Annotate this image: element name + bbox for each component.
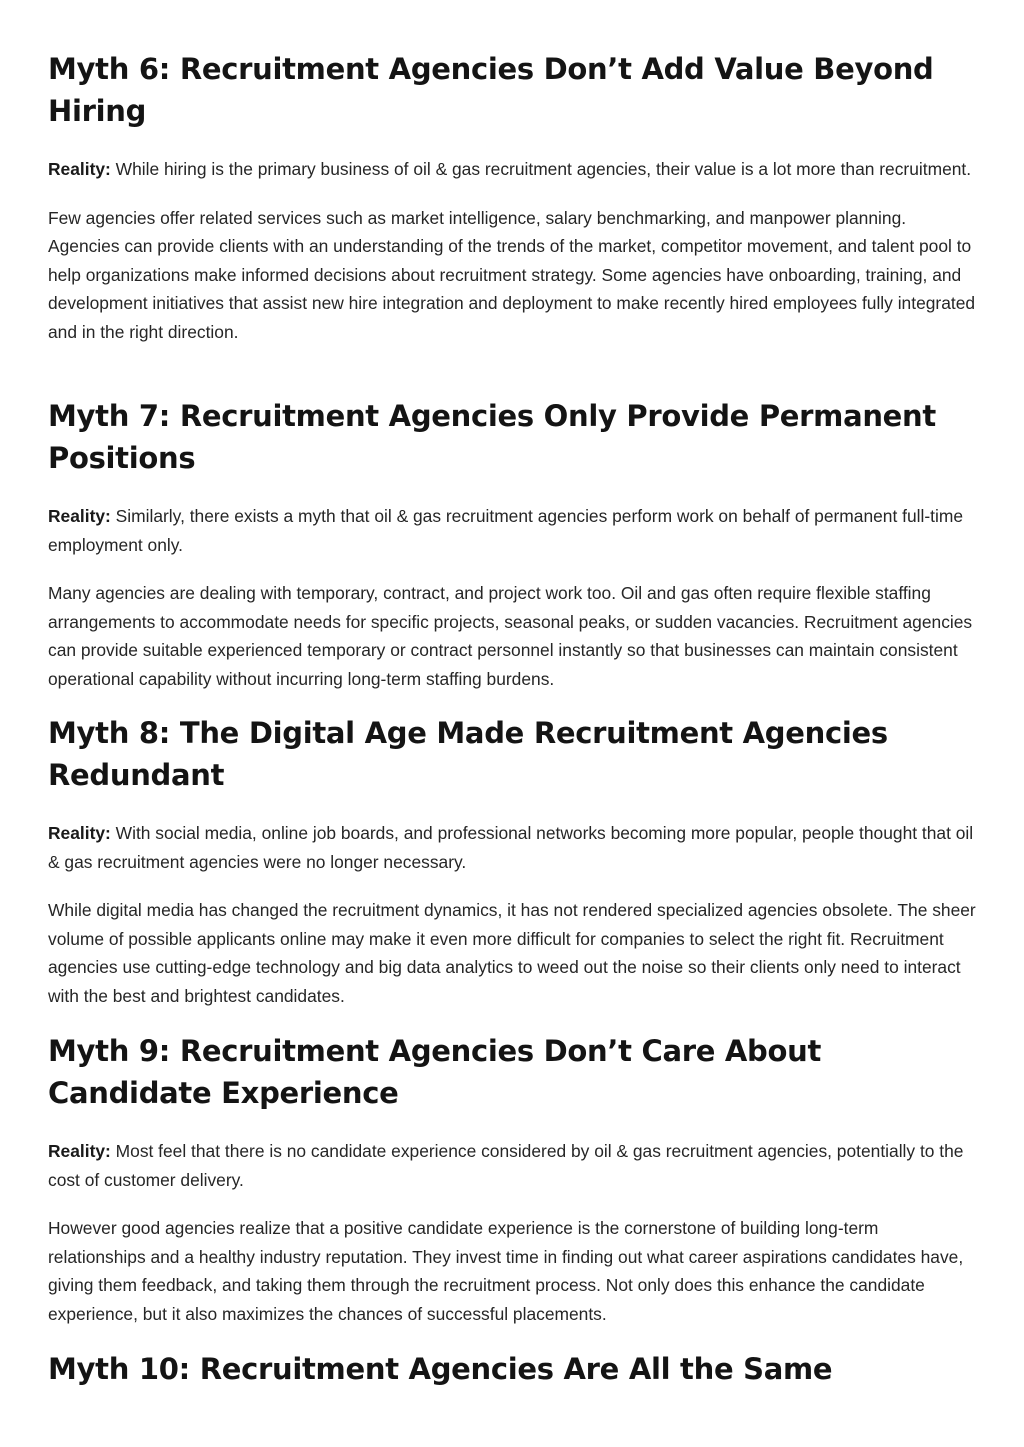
myth-10-heading: Myth 10: Recruitment Agencies Are All the Same (48, 1352, 833, 1386)
myth-8-body: While digital media has changed the recruitment dynamics, it has not rendered specialized agencies obsolete. The sheer volume of possible applicants online may make it even more difficult for companies to select the right fit. Recruitment agencies use cutting-edge technology and big data analytics to weed out the noise so their clients only need to interact with the best and brightest candidates. (48, 900, 976, 1006)
myth-6-reality (48, 155, 978, 184)
myth-9-heading: Myth 9: Recruitment Agencies Don’t Care About Candidate Experience (48, 1034, 822, 1110)
myth-9-reality (48, 1137, 978, 1194)
myth-8-heading: Myth 8: The Digital Age Made Recruitment Agencies Redundant (48, 716, 888, 792)
reality-label: Reality: (48, 506, 111, 526)
myth-6-heading: Myth 6: Recruitment Agencies Don’t Add Value Beyond Hiring (48, 52, 934, 128)
myth-6-body: Few agencies offer related services such as market intelligence, salary benchmarking, and manpower planning. Agencies can provide clients with an understanding of the trends of the market, competitor movement, and talent pool to help organizations make informed decisions about recruitment strategy. Some agencies have onboarding, training, and development initiatives that assist new hire integration and deployment to make recently hired employees fully integrated and in the right direction. (48, 207, 976, 342)
myth-7-heading: Myth 7: Recruitment Agencies Only Provide Permanent Positions (48, 399, 936, 475)
reality-label: Reality: (48, 159, 111, 179)
reality-text: While hiring is the primary business of oil & gas recruitment agencies, their value is a lot more than recruitment. (110, 159, 972, 179)
myth-8-section (48, 712, 978, 1011)
myth-10-section (48, 1348, 978, 1390)
myth-9-body: However good agencies realize that a positive candidate experience is the cornerstone of building long-term relationships and a healthy industry reputation. They invest time in finding out what career aspirations candidates have, giving them feedback, and taking them through the recruitment process. Not only does this enhance the candidate experience, but it also maximizes the chances of successful placements. (48, 1218, 964, 1324)
reality-text: Most feel that there is no candidate experience considered by oil & gas recruitment agencies, potentially to the cost of customer delivery. (48, 1141, 964, 1190)
reality-label: Reality: (48, 1141, 111, 1161)
myth-7-reality (48, 502, 978, 559)
reality-text: With social media, online job boards, and professional networks becoming more popular, people thought that oil & gas recruitment agencies were no longer necessary. (48, 823, 974, 872)
myth-9-section (48, 1030, 978, 1329)
reality-text: Similarly, there exists a myth that oil & gas recruitment agencies perform work on behalf of permanent full-time employment only. (48, 506, 964, 555)
myth-7-section (48, 395, 978, 694)
reality-label: Reality: (48, 823, 111, 843)
myth-8-reality (48, 819, 978, 876)
myth-6-section (48, 48, 978, 347)
myth-7-body: Many agencies are dealing with temporary, contract, and project work too. Oil and gas often require flexible staffing arrangements to accommodate needs for specific projects, seasonal peaks, or sudden vacancies. Recruitment agencies can provide suitable experienced temporary or contract personnel instantly so that businesses can maintain consistent operational capability without incurring long-term staffing burdens. (48, 583, 973, 689)
